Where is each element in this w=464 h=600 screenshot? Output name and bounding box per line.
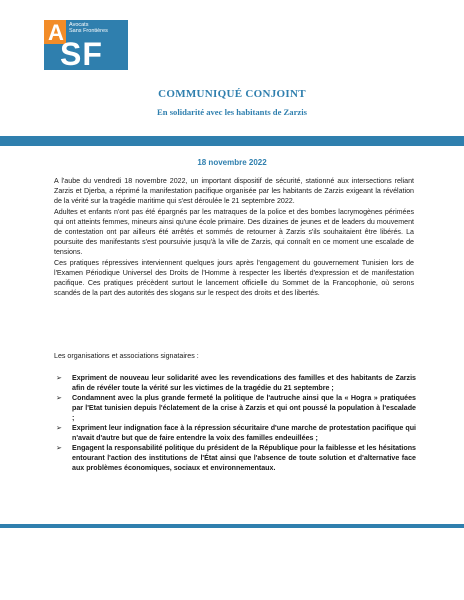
paragraph: Adultes et enfants n'ont pas été épargnés par les matraques de la police et des bombes lacrymogènes périmées qui ont atteints femmes, mineurs ainsi qu'une école primaire. Des dizaines de jeunes et de leaders du mouvement de contestation ont par ailleurs été arrêtés et sommés de retourner à Zarzis s'ils souhaitaient être libérés. La poursuite des manifestants s'est poursuivie jusqu'à la ville de Zarzis, qui connaît en ce moment une escalade de tensions. [54, 207, 414, 257]
logo-text-line2: Sans Frontières [69, 28, 108, 34]
list-item [54, 423, 416, 443]
list-item-text: Engagent la responsabilité politique du président de la République pour la faiblesse et les hésitations entourant l'action des institutions de l'État ainsi que l'absence de toute solution et d'alternative face aux problèmes économiques, sociaux et environnementaux. [72, 444, 416, 472]
signatories-intro: Les organisations et associations signataires : [54, 352, 199, 360]
logo-text-line1: Avocats [69, 22, 89, 28]
header-divider-band [0, 136, 464, 146]
body-text [54, 176, 414, 298]
page-title: COMMUNIQUÉ CONJOINT [158, 88, 306, 100]
demands-list [54, 373, 416, 473]
list-item-text: Expriment de nouveau leur solidarité avec les revendications des familles et des habitants de Zarzis afin de révéler toute la vérité sur les victimes de la tragédie du 21 septembre ; [72, 374, 416, 392]
arrow-bullet-icon: ➢ [56, 374, 62, 382]
logo-letters-sf: SF [60, 36, 103, 72]
paragraph: Ces pratiques répressives interviennent quelques jours après l'engagement du gouvernement Tunisien lors de l'Examen Périodique Universel des Droits de l'Homme à respecter les libertés d'expression et de manifestation pacifique. Ces pratiques précèdent surtout le lancement officielle du Sommet de la Francophonie, où serons scandés de la part des autorités des slogans sur le respect des droits et des libertés. [54, 258, 414, 298]
page-subtitle: En solidarité avec les habitants de Zarzis [157, 107, 307, 117]
arrow-bullet-icon: ➢ [56, 424, 62, 432]
arrow-bullet-icon: ➢ [56, 444, 62, 452]
list-item [54, 443, 416, 473]
list-item-text: Condamnent avec la plus grande fermeté la politique de l'autruche ainsi que la « Hogra » pratiquées par l'Etat tunisien depuis l'éclatement de la crise à Zarzis et qui ont poussé la population à l'escalade ; [72, 394, 416, 422]
paragraph: A l'aube du vendredi 18 novembre 2022, un important dispositif de sécurité, stationné aux intersections reliant Zarzis et Djerba, a réprimé la manifestation pacifique organisée par les habitants de Zarzis exigeant la révélation de la vérité sur la tragédie maritime qui s'est déroulée le 21 septembre 2022. [54, 177, 414, 206]
logo-letter-a: A [48, 20, 64, 45]
list-item [54, 373, 416, 393]
arrow-bullet-icon: ➢ [56, 394, 62, 402]
communique-date: 18 novembre 2022 [197, 158, 267, 167]
asf-logo [44, 20, 128, 70]
list-item [54, 393, 416, 423]
footer-divider-band [0, 524, 464, 528]
list-item-text: Expriment leur indignation face à la répression sécuritaire d'une marche de protestation pacifique qui n'avait d'autre but que de faire entendre la voix des familles endeuillées ; [72, 424, 416, 442]
